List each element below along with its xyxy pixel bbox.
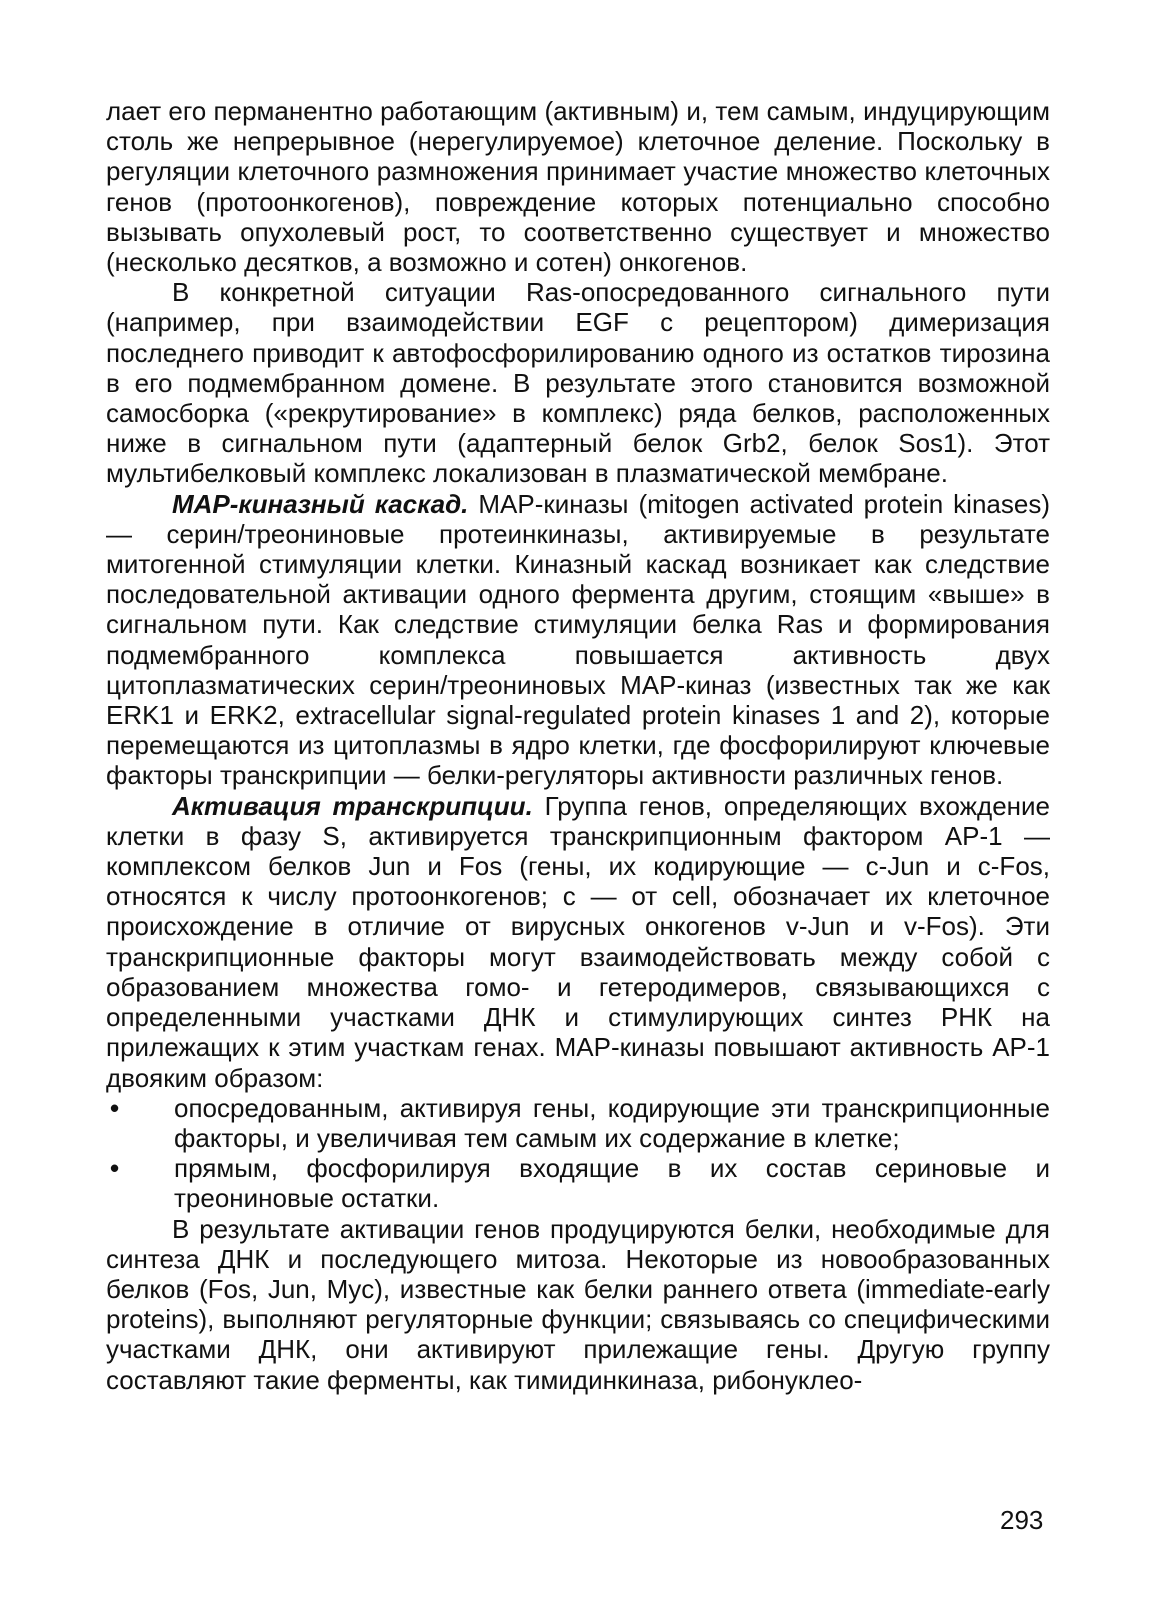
list-item-text: опосредованным, активируя гены, кодирующие эти транскрипционные факторы, и увеличивая тем самым их содержание в клетке; (174, 1092, 1050, 1153)
page-body (106, 96, 1050, 1395)
section-transcription (106, 791, 1050, 1093)
body-paragraph-closing: В результате активации генов продуцируются белки, необходимые для синтеза ДНК и последующего митоза. Некоторые из новообразованных белков (Fos, Jun, Myc), известные как белки раннего ответа (immediate-early proteins), выполняют регуляторные функции; связываясь со специфическими участками ДНК, они активируют прилежащие гены. Другую группу составляют такие ферменты, как тимидинкиназа, рибонуклео- (106, 1213, 1050, 1395)
section-text-map-kinase: MAP-киназы (mitogen activated protein kinases) — серин/треониновые протеинкиназы, активируемые в результате митогенной стимуляции клетки. Киназный каскад возникает как следствие последовательной активации одного фермента другим, стоящим «выше» в сигнальном пути. Как следствие стимуляции белка Ras и формирования подмембранного комплекса повышается активность двух цитоплазматических серин/треониновых MAP-киназ (известных так же как ERK1 и ERK2, extracellular signal-regulated protein kinases 1 and 2), которые перемещаются из цитоплазмы в ядро клетки, где фосфорилируют ключевые факторы транскрипции — белки-регуляторы активности различных генов. (106, 488, 1050, 791)
body-paragraph-ras-pathway: В конкретной ситуации Ras-опосредованного сигнального пути (например, при взаимодействии EGF с рецептором) димеризация последнего приводит к автофосфорилированию одного из остатков тирозина в его подмембранном домене. В результате этого становится возможной самосборка («рекрутирование» в комплекс) ряда белков, расположенных ниже в сигнальном пути (адаптерный белок Grb2, белок Sos1). Этот мультибелковый комплекс локализован в плазматической мембране. (106, 277, 1050, 489)
section-heading-map-kinase: MAP-киназный каскад. (172, 488, 469, 519)
body-paragraph-continuation: лает его перманентно работающим (активным) и, тем самым, индуцирующим столь же непрерывное (нерегулируемое) клеточное деление. Поскольку в регуляции клеточного размножения принимает участие множество клеточных генов (протоонкогенов), повреждение которых потенциально способно вызывать опухолевый рост, то соответственно существует и множество (несколько десятков, а возможно и сотен) онкогенов. (106, 96, 1050, 278)
list-item-text: прямым, фосфорилируя входящие в их состав сериновые и треониновые остатки. (174, 1153, 1050, 1214)
page-number: 293 (1000, 1505, 1044, 1535)
bullet-list (106, 1093, 1050, 1214)
bullet-icon: • (110, 1092, 120, 1123)
section-heading-transcription: Активация транскрипции. (172, 790, 533, 821)
section-map-kinase (106, 489, 1050, 791)
list-item (106, 1093, 1050, 1153)
bullet-icon: • (110, 1153, 120, 1184)
section-text-transcription: Группа генов, определяющих вхождение клетки в фазу S, активируется транскрипционным фактором AP-1 — комплексом белков Jun и Fos (гены, их кодирующие — c-Jun и c-Fos, относятся к числу протоонкогенов; с — от cell, обозначает их клеточное происхождение в отличие от вирусных онкогенов v-Jun и v-Fos). Эти транскрипционные факторы могут взаимодействовать между собой с образованием множества гомо- и гетеродимеров, связывающихся с определенными участками ДНК и стимулирующих синтез РНК на прилежащих к этим участкам генах. MAP-киназы повышают активность AP-1 двояким образом: (106, 790, 1050, 1093)
list-item (106, 1153, 1050, 1213)
